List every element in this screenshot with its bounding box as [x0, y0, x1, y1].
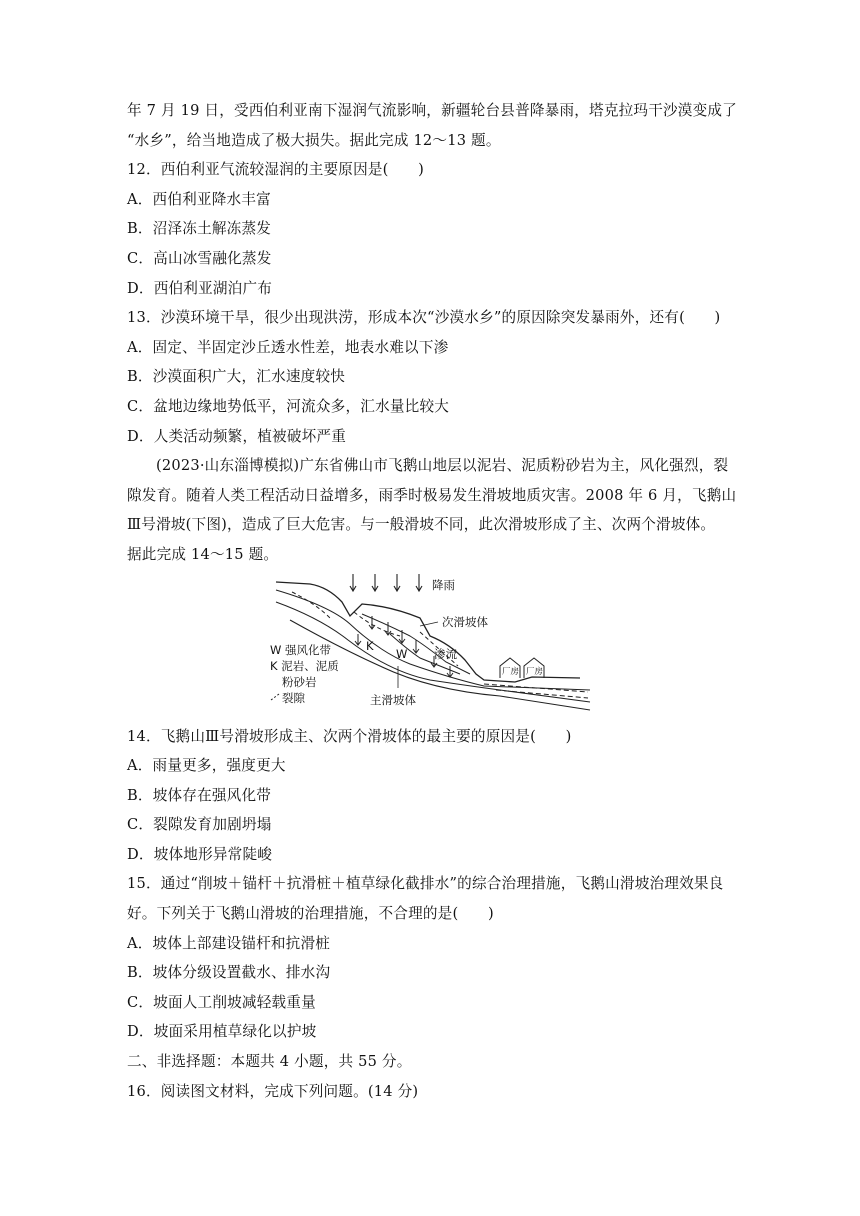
question-12-stem: 12．西伯利亚气流较湿润的主要原因是( ) — [127, 161, 425, 179]
question-16-stem: 16．阅读图文材料，完成下列问题。(14 分) — [127, 1082, 419, 1100]
intro-line: 年 7 月 19 日，受西伯利亚南下湿润气流影响，新疆轮台县普降暴雨，塔克拉玛干沙漠变成了 — [127, 102, 737, 119]
document-page — [127, 96, 739, 1106]
option-a: A．固定、半固定沙丘透水性差，地表水难以下渗 — [127, 338, 449, 356]
section-heading: 二、非选择题：本题共 4 小题，共 55 分。 — [127, 1053, 412, 1071]
question-13-stem: 13．沙漠环境干旱，很少出现洪涝，形成本次“沙漠水乡”的原因除突发暴雨外，还有( ) — [127, 309, 721, 327]
question-15-stem: 好。下列关于飞鹅山滑坡的治理措施，不合理的是( ) — [127, 905, 494, 923]
seepage-label: 渗流 — [434, 646, 457, 661]
legend-crack: 裂隙 — [282, 690, 305, 705]
intro-line: “水乡”，给当地造成了极大损失。据此完成 12～13 题。 — [127, 131, 501, 149]
main-slide-label: 主滑坡体 — [370, 692, 416, 707]
house-label: 厂房 — [526, 666, 544, 677]
option-a: A．坡体上部建设锚杆和抗滑桩 — [127, 934, 331, 952]
option-b: B．坡体存在强风化带 — [127, 786, 272, 804]
option-d: D．坡面采用植草绿化以护坡 — [127, 1023, 317, 1041]
material-intro-line: Ⅲ号滑坡(下图)，造成了巨大危害。与一般滑坡不同，此次滑坡形成了主、次两个滑坡体。 — [127, 516, 716, 534]
legend-crack-symbol — [271, 694, 279, 700]
option-a: A．雨量更多，强度更大 — [127, 757, 286, 775]
k-mark: K — [366, 638, 374, 653]
crack-line — [292, 592, 330, 618]
rain-arrows — [350, 574, 422, 591]
material-intro-line: 据此完成 14～15 题。 — [127, 545, 279, 563]
option-c: C．高山冰雪融化蒸发 — [127, 249, 272, 267]
option-d: D．人类活动频繁，植被破坏严重 — [127, 427, 347, 445]
material-intro-line: (2023·山东淄博模拟)广东省佛山市飞鹅山地层以泥岩、泥质粉砂岩为主，风化强烈，裂 — [156, 457, 729, 475]
option-c: C．裂隙发育加剧坍塌 — [127, 816, 272, 834]
option-c: C．盆地边缘地势低平，河流众多，汇水量比较大 — [127, 397, 450, 415]
w-mark: W — [396, 646, 408, 661]
house-label: 厂房 — [502, 666, 520, 677]
question-15-stem: 15．通过“削坡＋锚杆＋抗滑桩＋植草绿化截排水”的综合治理措施，飞鹅山滑坡治理效果良 — [127, 875, 724, 893]
landslide-diagram — [127, 570, 739, 722]
rain-label: 降雨 — [432, 577, 455, 592]
crack-line — [354, 612, 400, 636]
option-d: D．坡体地形异常陡峻 — [127, 845, 273, 863]
option-d: D．西伯利亚湖泊广布 — [127, 279, 273, 297]
material-intro-line: 隙发育。随着人类工程活动日益增多，雨季时极易发生滑坡地质灾害。2008 年 6 月，飞鹅山 — [127, 486, 737, 504]
legend-w: W 强风化带 — [270, 642, 332, 657]
option-b: B．坡体分级设置截水、排水沟 — [127, 964, 331, 982]
option-c: C．坡面人工削坡减轻载重量 — [127, 993, 316, 1011]
question-14-stem: 14．飞鹅山Ⅲ号滑坡形成主、次两个滑坡体的最主要的原因是( ) — [127, 727, 572, 745]
legend-k2: 粉砂岩 — [282, 674, 317, 689]
option-a: A．西伯利亚降水丰富 — [127, 190, 271, 208]
option-b: B．沼泽冻土解冻蒸发 — [127, 220, 272, 238]
option-b: B．沙漠面积广大，汇水速度较快 — [127, 368, 346, 386]
secondary-slide-label: 次滑坡体 — [442, 614, 488, 629]
legend-k1: K 泥岩、泥质 — [270, 658, 339, 673]
